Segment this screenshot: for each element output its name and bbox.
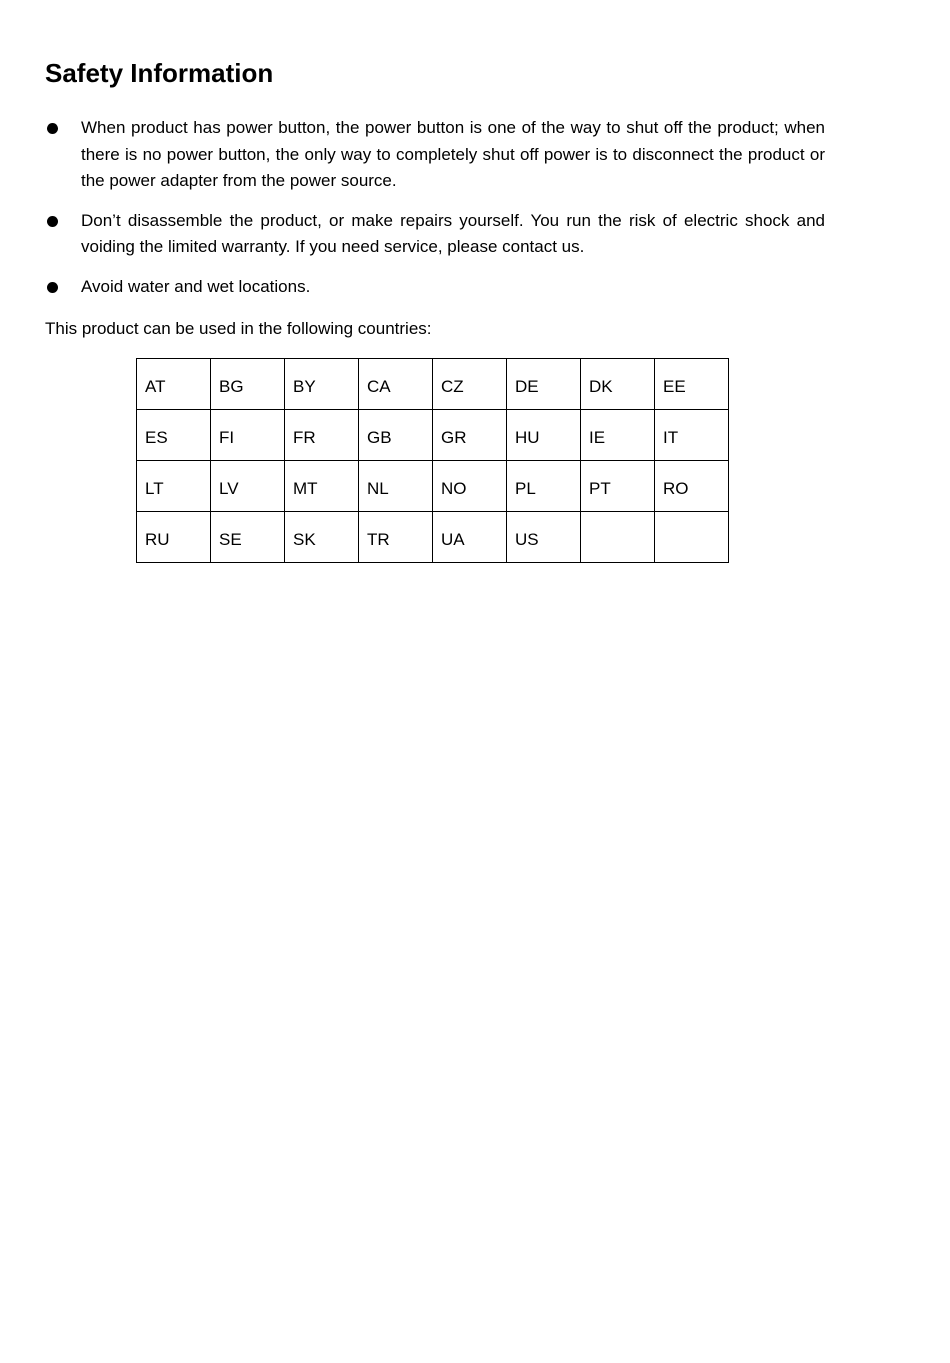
country-cell: EE: [655, 359, 729, 410]
country-cell: US: [507, 512, 581, 563]
country-cell: TR: [359, 512, 433, 563]
country-cell: [655, 512, 729, 563]
countries-table: [136, 358, 729, 563]
country-cell: PL: [507, 461, 581, 512]
bullet-dot-icon: [47, 123, 58, 134]
country-cell: CA: [359, 359, 433, 410]
bullet-item-disassemble: [45, 208, 825, 261]
country-cell: ES: [137, 410, 211, 461]
country-cell: SK: [285, 512, 359, 563]
country-cell: HU: [507, 410, 581, 461]
bullet-dot-icon: [47, 282, 58, 293]
bullet-item-water: [45, 274, 825, 301]
country-cell: AT: [137, 359, 211, 410]
country-cell: SE: [211, 512, 285, 563]
country-cell: RU: [137, 512, 211, 563]
country-cell: FI: [211, 410, 285, 461]
country-cell: LT: [137, 461, 211, 512]
bullet-text: Avoid water and wet locations.: [81, 276, 311, 296]
table-row: [137, 359, 729, 410]
page-title: Safety Information: [45, 58, 274, 88]
country-cell: DE: [507, 359, 581, 410]
bullet-dot-icon: [47, 216, 58, 227]
table-row: [137, 461, 729, 512]
country-cell: FR: [285, 410, 359, 461]
table-row: [137, 410, 729, 461]
safety-bullet-list: [45, 115, 825, 313]
country-cell: RO: [655, 461, 729, 512]
bullet-item-power: [45, 115, 825, 195]
country-cell: GR: [433, 410, 507, 461]
country-cell: BY: [285, 359, 359, 410]
country-cell: UA: [433, 512, 507, 563]
country-cell: LV: [211, 461, 285, 512]
country-cell: NL: [359, 461, 433, 512]
bullet-text: When product has power button, the power button is one of the way to shut off the product; when there is no power button, the only way to completely shut off power is to disconnect the product or the power adapter from the power source.: [81, 118, 825, 190]
country-cell: IT: [655, 410, 729, 461]
country-cell: GB: [359, 410, 433, 461]
country-cell: BG: [211, 359, 285, 410]
table-row: [137, 512, 729, 563]
country-cell: DK: [581, 359, 655, 410]
country-cell: CZ: [433, 359, 507, 410]
country-cell: NO: [433, 461, 507, 512]
country-cell: PT: [581, 461, 655, 512]
countries-intro: This product can be used in the following countries:: [45, 319, 432, 338]
country-cell: MT: [285, 461, 359, 512]
country-cell: IE: [581, 410, 655, 461]
country-cell: [581, 512, 655, 563]
bullet-text: Don’t disassemble the product, or make repairs yourself. You run the risk of electric shock and voiding the limited warranty. If you need service, please contact us.: [81, 210, 825, 256]
